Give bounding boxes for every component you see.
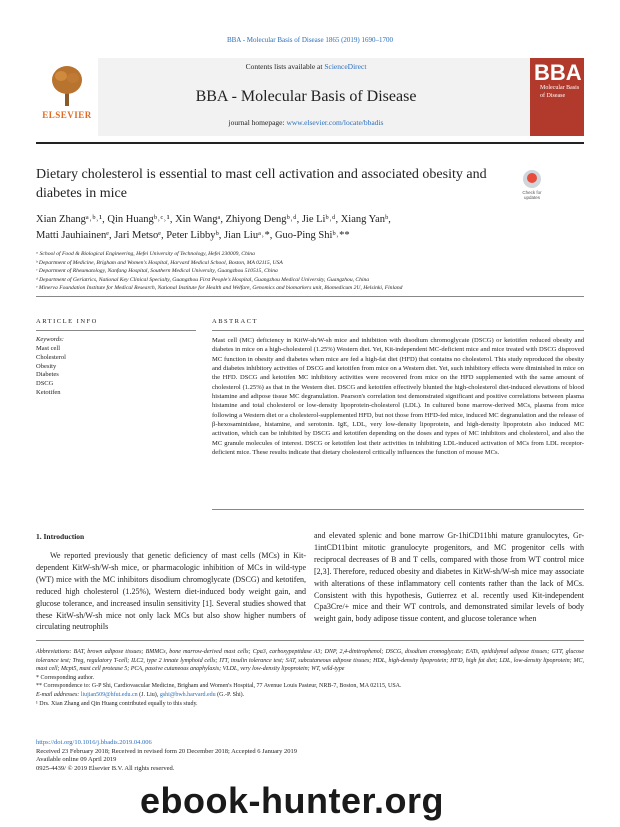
intro-paragraph-right: and elevated splenic and bone marrow Gr-1hiCD11bhi mature granulocytes, Gr-1intCD11bint mitotic granulocyte progenitors, and MC progenitor cells with reciprocal decreases of B and T cells, compared with those from WT control mice [2,3]. Therefore, reduced obesity and diabetes in KitW-sh/W-sh mice may associate with alterations of these inflammatory cell contents rather than the lack of MCs. Consistent with this hypothesis, Gutierrez et al. recently used Kit-independent Cpa3Cre/+ mice and their WT controls, and demonstrated similar levels of body weight gain, body adipose tissue content, and glucose tolerance when bbox=[314, 531, 584, 624]
article-front-matter bbox=[36, 739, 336, 773]
email-link-liu[interactable]: liujian509@hfut.edu.cn bbox=[80, 691, 138, 698]
check-for-updates-badge[interactable] bbox=[516, 170, 548, 208]
keyword: Obesity bbox=[36, 362, 57, 370]
authors-line-2: Matti Jauhiainenᵉ, Jari Metsoᵉ, Peter Libbyᵇ, Jian Liuᵃ˒*, Guo-Ping Shiᵇ˒** bbox=[36, 230, 350, 241]
abstract-heading: ABSTRACT bbox=[212, 318, 258, 325]
received-dates: Received 23 February 2018; Received in revised form 20 December 2018; Accepted 6 January 2019 bbox=[36, 747, 297, 755]
keywords-label: Keywords: bbox=[36, 336, 64, 343]
copyright: 0925-4439/ © 2019 Elsevier B.V. All rights reserved. bbox=[36, 764, 175, 772]
keyword: Diabetes bbox=[36, 371, 59, 379]
divider bbox=[36, 330, 196, 331]
journal-title: BBA - Molecular Basis of Disease bbox=[195, 88, 417, 105]
email-name-shi: (G.-P. Shi). bbox=[215, 691, 245, 698]
email-link-shi[interactable]: gshi@bwh.harvard.edu bbox=[159, 691, 216, 698]
affiliation-c: ᶜ Department of Rheumatology, Nanfang Hospital, Southern Medical University, Guangzhou 510515, China bbox=[36, 268, 278, 275]
cover-abbrev: BBA bbox=[534, 60, 582, 85]
correspondence-note: ** Correspondence to: G-P Shi, Cardiovascular Medicine, Brigham and Women's Hospital, 77 Avenue Louis Pasteur, NRB-7, Boston, MA 02115, USA. bbox=[36, 683, 402, 690]
keyword: DSCG bbox=[36, 380, 54, 388]
keyword: Mast cell bbox=[36, 345, 61, 352]
abbreviations-note: Abbreviations: BAT, brown adipose tissues; BMMCs, bone marrow-derived mast cells; Cpa3, carboxypeptidase A3; DNP, 2,4-dinitrophenol; DSCG, disodium cromoglycate; EATs, epididymal adipose tissues; GTT, glucose tolerance test; Treg, regulatory T-cell; ILC2, type 2 innate lymphoid cells; ITT, insulin tolerance test; SAT, subcutaneous adipose tissues; HDL, high-density lipoprotein; HFD, high fat diet; LDL, low-density lipoprotein; MC, mast cell; Mcpt5, mast cell protease 5; PCA, passive cutaneous anaphylaxis; VLDL, very low-density lipoprotein; WT, wild-type bbox=[36, 649, 584, 673]
equal-contribution-note: ¹ Drs. Xian Zhang and Qin Huang contributed equally to this study. bbox=[36, 700, 198, 707]
journal-cover-image bbox=[530, 58, 584, 136]
watermark: ebook-hunter.org bbox=[140, 780, 444, 821]
authors-line-1: Xian Zhangᵃ˒ᵇ˒¹, Qin Huangᵇ˒ᶜ˒¹, Xin Wangᵃ, Zhiyong Dengᵇ˒ᵈ, Jie Liᵇ˒ᵈ, Xiang Yanᵇ, bbox=[36, 214, 391, 225]
article-info-heading: ARTICLE INFO bbox=[36, 318, 98, 325]
email-note bbox=[36, 691, 584, 700]
intro-paragraph-left: We reported previously that genetic deficiency of mast cells (MCs) in Kit-dependent KitW-sh/W-sh mice, or pharmacologic inhibition of MCs in wild-type (WT) mice with the MC inhibitors disodium chromoglycate (DSCG) and ketotifen, reduced high cholesterol (1.25%), Western diet-induced body weight gain, and glucose tolerance, and increased insulin sensitivity [1]. Several studies showed that these KitW-sh/W-sh mice not only lack MCs but also show higher numbers of circulating neutrophils bbox=[36, 551, 306, 632]
divider bbox=[36, 296, 584, 297]
sciencedirect-link[interactable]: ScienceDirect bbox=[324, 62, 367, 71]
footnotes bbox=[36, 648, 584, 708]
section-heading: 1. Introduction bbox=[36, 532, 85, 541]
journal-reference[interactable]: BBA - Molecular Basis of Disease 1865 (2019) 1690–1700 bbox=[226, 36, 394, 44]
email-prefix: E-mail addresses: bbox=[36, 691, 81, 698]
check-updates-label: Check for updates bbox=[522, 190, 542, 200]
homepage-link[interactable]: www.elsevier.com/locate/bbadis bbox=[286, 118, 384, 127]
email-name-liu: (J. Liu), bbox=[137, 691, 160, 698]
homepage-prefix: journal homepage: bbox=[228, 118, 287, 127]
bookmark-icon bbox=[527, 173, 537, 183]
abstract-body: Mast cell (MC) deficiency in KitW-sh/W-sh mice and inhibition with disodium chromoglycate (DSCG) or ketotifen reduced obesity and diabetes in mice on a high-cholesterol (1.25%) Western diet. Yet, Kit-independent MC-deficient mice and mice treated with DSCG disproved MC function in obesity and diabetes when mice are fed a high-fat diet (HFD) that contains no cholesterol. This study reproduced the obesity and diabetes inhibitory activities of DSCG and ketotifen from mice on a Western diet. Yet, such inhibitory effects were diminished in mice on the HFD. DSCG and ketotifen MC inhibitory activities were recovered from mice on the HFD supplemented with the same amount of cholesterol (1.25%) as that in the Western diet. DSCG and ketotifen effectively blunted the high-cholesterol diet-induced elevations of blood histamine and adipose tissue MC degranulation. Pearson's correlation test demonstrated significant and positive correlations between plasma histamine and total cholesterol or low-density lipoprotein-cholesterol (LDL). In cultured bone marrow-derived MCs, plasma from mice following a Western diet or a cholesterol-supplemented HFD, but not those from HFD-fed mice, induced MC degranulation and the release of β-hexosaminidase, histamine, and serotonin. IgE, LDL, very low-density lipoprotein, and high-density lipoprotein also induced MC activation, which can be inhibited by DSCG and ketotifen depending on the doses and types of MC inhibitors and cholesterol, and also the MC granule molecules of interest. DSCG or ketotifen lost their activities in inhibiting LDL-induced activation of MCs from LDL receptor-deficient mice. These results indicate that dietary cholesterol critically influences the function of mouse MCs. bbox=[212, 337, 584, 457]
affiliation-d: ᵈ Department of Geriatrics, National Key Clinical Specialty, Guangzhou First People's Hospital, Guangzhou Medical University, Guangzhou, China bbox=[36, 276, 370, 283]
corresponding-author-note: * Corresponding author. bbox=[36, 674, 95, 681]
divider bbox=[212, 509, 584, 510]
keyword: Cholesterol bbox=[36, 353, 66, 361]
homepage-line bbox=[100, 118, 512, 127]
affiliation-a: ᵃ School of Food & Biological Engineering, Hefei University of Technology, Hefei 230009, China bbox=[36, 251, 255, 257]
publisher-name: ELSEVIER bbox=[42, 110, 92, 120]
elsevier-logo bbox=[36, 58, 98, 136]
affiliation-e: ᵉ Minerva Foundation Institute for Medical Research, National Institute for Health and Welfare, Genomics and biomarkers unit, Biomedicum 2U, Helsinki, Finland bbox=[36, 285, 403, 292]
contents-prefix: Contents lists available at bbox=[245, 62, 325, 71]
elsevier-tree-icon bbox=[50, 64, 84, 108]
article-title: Dietary cholesterol is essential to mast cell activation and associated obesity and diabetes in mice bbox=[36, 167, 487, 201]
affiliation-b: ᵇ Department of Medicine, Brigham and Women's Hospital, Harvard Medical School, Boston, MA 02115, USA bbox=[36, 259, 283, 266]
available-online: Available online 09 April 2019 bbox=[36, 756, 117, 764]
doi-link[interactable]: https://doi.org/10.1016/j.bbadis.2019.04.006 bbox=[36, 739, 152, 746]
contents-line bbox=[100, 62, 512, 71]
divider bbox=[212, 330, 584, 331]
footnote-rule bbox=[36, 640, 584, 641]
cover-subtitle: Molecular Basis of Disease bbox=[540, 85, 580, 99]
keyword: Ketotifen bbox=[36, 388, 61, 396]
author-list bbox=[36, 212, 576, 244]
affiliations bbox=[36, 250, 584, 293]
masthead-rule bbox=[36, 142, 584, 144]
keywords-list bbox=[36, 345, 66, 398]
